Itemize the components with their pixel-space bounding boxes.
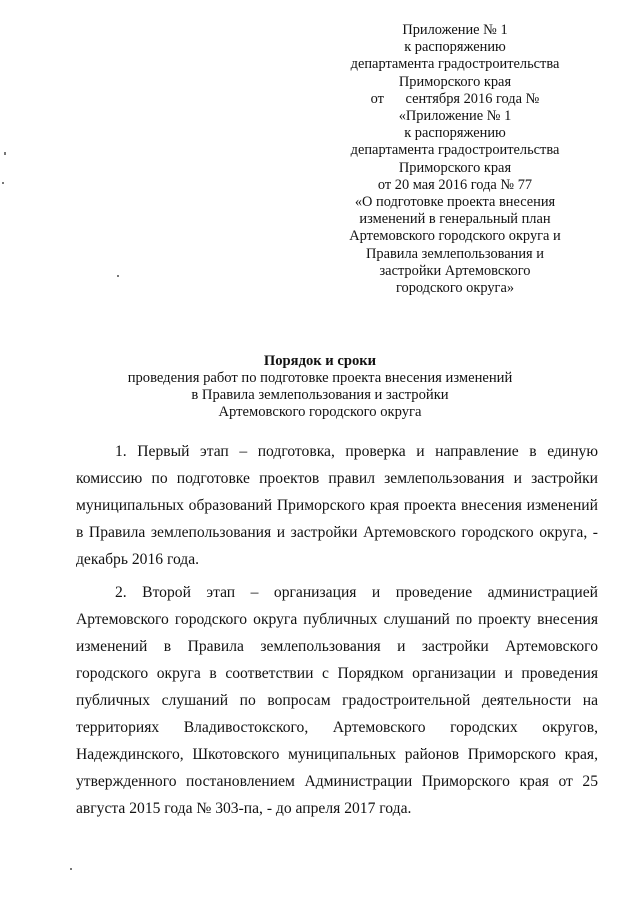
appendix-line: Приморского края bbox=[398, 73, 512, 90]
appendix-line: к распоряжению bbox=[404, 125, 506, 142]
appendix-line: изменений в генеральный план bbox=[359, 211, 551, 228]
title-line: Артемовского городского округа bbox=[218, 404, 422, 420]
appendix-line: от сентября 2016 года № bbox=[370, 90, 540, 107]
scan-speck bbox=[70, 868, 72, 870]
title-heading: Порядок и сроки bbox=[263, 353, 377, 369]
paragraph-stage-1: 1. Первый этап – подготовка, проверка и направление в единую комиссию по подготовке проектов правил землепользования и застройки муниципальных образований Приморского края проекта внесения изменений в Правила землепользования и застройки Артемовского городского округа, - декабрь 2016 года. bbox=[76, 443, 598, 568]
scan-speck bbox=[4, 152, 6, 155]
scan-speck bbox=[117, 275, 119, 277]
title-line: проведения работ по подготовке проекта внесения изменений bbox=[127, 370, 513, 386]
paragraph-stage-2: 2. Второй этап – организация и проведение администрацией Артемовского городского округа публичных слушаний по проекту внесения изменений в Правила землепользования и застройки Артемовского городского округа в соответствии с Порядком организации и проведения публичных слушаний по вопросам градостроительной деятельности на территориях Владивостокского, Артемовского городских округов, Надеждинского, Шкотовского муниципальных районов Приморского края, утвержденного постановлением Администрации Приморского края от 25 августа 2015 года № 303-па, - до апреля 2017 года. bbox=[76, 584, 598, 817]
appendix-header bbox=[330, 22, 580, 297]
scan-speck bbox=[2, 182, 4, 184]
appendix-line: к распоряжению bbox=[404, 39, 506, 56]
appendix-line: «Приложение № 1 bbox=[398, 108, 512, 125]
title-line: в Правила землепользования и застройки bbox=[191, 387, 449, 403]
appendix-line: от 20 мая 2016 года № 77 bbox=[377, 176, 533, 193]
document-body bbox=[76, 438, 598, 828]
appendix-line: департамента градостроительства bbox=[350, 56, 560, 73]
appendix-line: Приморского края bbox=[398, 159, 512, 176]
appendix-line: «О подготовке проекта внесения bbox=[354, 194, 556, 211]
appendix-line: Приложение № 1 bbox=[402, 22, 508, 38]
appendix-line: Артемовского городского округа и bbox=[349, 228, 561, 245]
document-title bbox=[60, 353, 580, 421]
appendix-line: Правила землепользования и bbox=[366, 245, 544, 262]
appendix-line: городского округа» bbox=[395, 280, 515, 297]
appendix-line: застройки Артемовского bbox=[379, 262, 531, 279]
appendix-line: департамента градостроительства bbox=[350, 142, 560, 159]
